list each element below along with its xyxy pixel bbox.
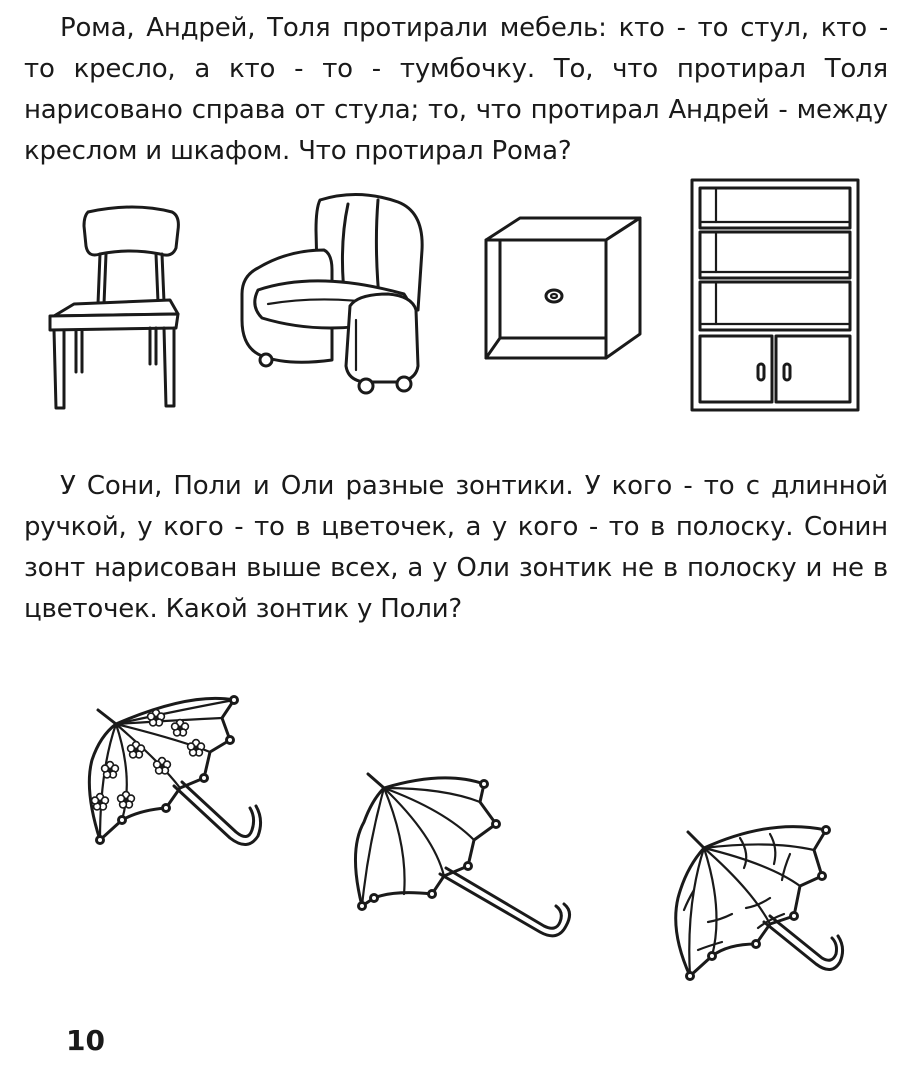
furniture-puzzle-text: Рома, Андрей, Толя протирали мебель: кто - то стул, кто - то кресло, а кто - то - тумбочку. То, что протирал Толя нарисовано справа от стула; то, что протирал Андрей - между креслом и шкафом. Что протирал Рома? <box>24 13 888 166</box>
bookcase-icon <box>688 176 866 414</box>
chair-icon <box>44 204 194 416</box>
striped-umbrella-icon <box>660 824 870 994</box>
plain-umbrella-icon <box>344 766 584 956</box>
page-number: 10 <box>66 1024 105 1057</box>
umbrella-puzzle-text: У Сони, Поли и Оли разные зонтики. У кого - то с длинной ручкой, у кого - то в цветочек, а у кого - то в полоску. Сонин зонт нарисован выше всех, а у Оли зонтик не в полоску и не в цветочек. Какой зонтик у Поли? <box>24 471 888 624</box>
armchair-icon <box>228 190 438 398</box>
flower-umbrella-icon <box>70 690 280 860</box>
nightstand-icon <box>480 212 650 372</box>
